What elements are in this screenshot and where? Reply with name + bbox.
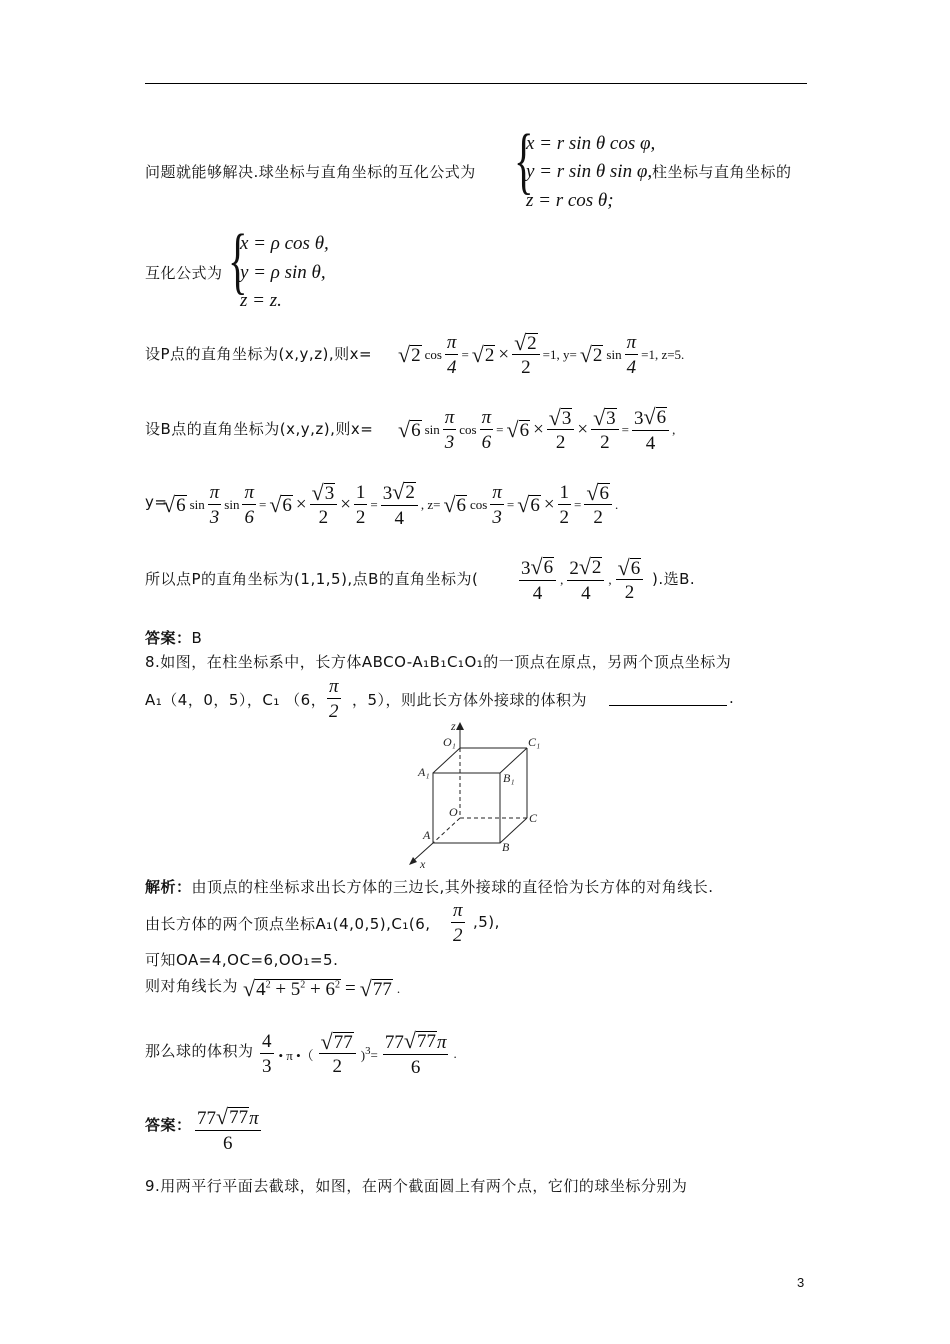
analysis-line1 (145, 876, 714, 897)
volume-formula: $\frac{4}{3}$ • π •（ √ 77 2 )$^3$= 77 √ 77 π 6 . (262, 1028, 457, 1078)
label-c1: C₁ (528, 735, 541, 749)
label-a: A (423, 828, 431, 842)
line1-tail: 柱坐标与直角坐标的 (652, 163, 792, 181)
b-prefix: 设B点的直角坐标为(x,y,z),则x= (145, 420, 374, 438)
analysis-l3: 可知OA=4,OC=6,OO₁=5. (145, 951, 339, 969)
line2-text: 互化公式为 (145, 264, 223, 282)
y-prefix: y= (145, 493, 168, 511)
result-suffix: ).选B. (652, 570, 696, 588)
p-prefix: 设P点的直角坐标为(x,y,z),则x= (145, 345, 373, 363)
label-z: z (451, 719, 456, 733)
label-b1: B₁ (503, 771, 515, 785)
result-prefix: 所以点P的直角坐标为(1,1,5),点B的直角坐标为( (145, 570, 479, 588)
analysis-label: 解析： (145, 878, 192, 896)
analysis-l4: 则对角线长为 (145, 977, 239, 995)
cuboid-figure (405, 718, 555, 868)
cyl-z-formula: z = z. (240, 290, 282, 311)
y-formula: √ 6 sin $\frac{\pi}{3}$ sin $\frac{\pi}{6}$ = √ 6 × √ 3 2 × $\frac{1}{2}$ = 3 √ 2 4 , z= √ 6 cos $\frac{\pi}{3}$ = √ 6 × $\frac{1}{2}$ = √ 6 2 . (163, 479, 619, 529)
answer8-value: 77 √ 77 π 6 (197, 1104, 259, 1154)
header-rule (145, 83, 807, 84)
analysis-text: 由顶点的柱坐标求出长方体的三边长,其外接球的直径恰为长方体的对角线长. (191, 878, 714, 896)
label-b: B (502, 840, 510, 854)
analysis-l5: 那么球的体积为 (145, 1042, 254, 1060)
answer-label: 答案： (145, 629, 192, 647)
brace-left: { (228, 220, 248, 302)
page-number: 3 (797, 1275, 805, 1290)
label-x: x (420, 857, 426, 868)
cyl-y-formula: y = ρ sin θ, (240, 262, 326, 283)
z-arrow (456, 722, 464, 730)
q8-line1: 8.如图，在柱坐标系中，长方体ABCO-A₁B₁C₁O₁的一顶点在原点，另两个顶点坐标为 (145, 653, 732, 671)
answer-label: 答案： (145, 1116, 192, 1134)
q9-line: 9.用两平行平面去截球，如图，在两个截面圆上有两个点，它们的球坐标分别为 (145, 1177, 688, 1195)
sph-x-formula: x = r sin θ cos φ, (526, 133, 656, 154)
brace-left: { (514, 120, 534, 202)
q8-line2-b: ，5），则此长方体外接球的体积为 (352, 691, 588, 709)
answer7 (145, 627, 202, 648)
q8-pi-half: $\frac{\pi}{2}$ (329, 676, 339, 722)
sph-z-formula: z = r cos θ; (526, 190, 614, 211)
line1-text: 问题就能够解决.球坐标与直角坐标的互化公式为 (145, 163, 476, 181)
analysis-l2-a: 由长方体的两个顶点坐标A₁(4,0,5),C₁(6, (145, 915, 431, 933)
answer-blank[interactable] (609, 691, 727, 710)
p-formula: √ 2 cos $\frac{\pi}{4}$ = √ 2 × √ 2 2 =1, y= √ 2 sin $\frac{\pi}{4}$ =1, z=5. (398, 330, 685, 378)
cyl-x-formula: x = ρ cos θ, (240, 233, 329, 254)
label-c: C (529, 811, 538, 825)
analysis-l2-b: ,5), (473, 913, 500, 931)
label-o: O (449, 805, 458, 819)
analysis-pi-half: $\frac{\pi}{2}$ (453, 900, 463, 946)
q8-line2-a: A₁（4，0，5），C₁ （6， (145, 691, 327, 709)
label-a1: A₁ (418, 765, 430, 779)
diagonal-formula: √ $4^2 + 5^2 + 6^2$ = √ 77 . (243, 976, 401, 1001)
b-formula: √ 6 sin $\frac{\pi}{3}$ cos $\frac{\pi}{6}$ = √ 6 × √ 3 2 × √ 3 2 = 3 √ 6 4 , (398, 404, 676, 454)
q8-period: . (729, 689, 735, 707)
result-formula: 3 √ 6 4 , 2 √ 2 4 , √ 6 2 (519, 556, 643, 605)
label-o1: O₁ (443, 735, 456, 749)
sph-y-formula: y = r sin θ sin φ, (526, 161, 653, 182)
answer7-value: B (191, 629, 203, 647)
